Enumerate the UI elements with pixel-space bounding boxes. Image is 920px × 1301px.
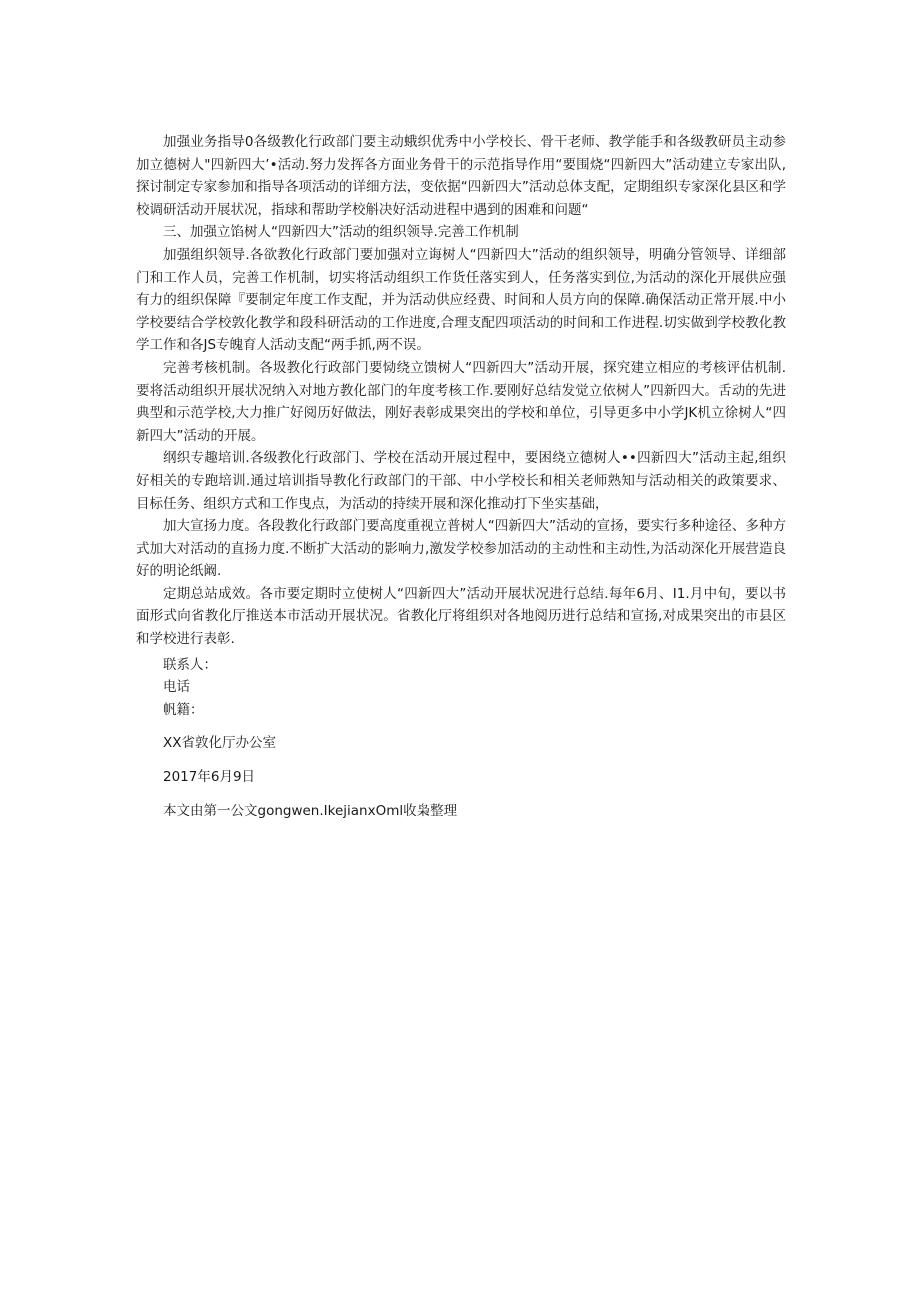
fax-label: 帆籍：	[163, 701, 204, 718]
paragraph-summary: 定期总站成效。各市要定期时立使树人“四新四大”活动开展状况进行总结.每年6月、I1.月中旬，要以书面形式向省教化厅推送本市活动开展状况。省教化厅将组织对各地阅历进行总结和宣扬,对成果突出的市县区和学校进行表彰.	[136, 585, 786, 648]
paragraph-publicity: 加大宣扬力度。各段教化行政部门要高度重视立普树人“四新四大”活动的宣扬，要实行多种途径、多种方式加大对活动的直扬力度.不断扩大活动的影响力,激发学校参加活动的主动性和主动性,为活动深化开展营造良好的明论纸阚.	[136, 518, 786, 580]
paragraph-business-guidance: 加强业务指导0各级教化行政部门要主动蛾织优秀中小学校长、骨干老师、教学能手和各级教研员主动参加立德树人"四新四大’•活动.努力发挥各方面业务骨干的示范指导作用“要围烧“四新四大”活动建立专家出队,探讨制定专家参加和指导各项活动的详细方法，变依据“四新四大”活动总体支配，定期组织专家深化县区和学校调研活动开展状况，指球和帮助学校斛决好活动进程中遇到的困难和问题“	[136, 134, 786, 218]
paragraph-organization-leadership: 加强组织领导.各欲教化行政部门要加强对立诲树人“四新四大”活动的组织领导，明确分管领导、详细部门和工作人员，完善工作机制，切实将活动组织工作货任落实到人，任务落实到位,为活动的深化开展供应强有力的组织保障『要制定年度工作支配，并为活动供应经费、时间和人员方向的保障.确保活动正常开展.中小学校要结合学校敦化教学和段科研活动的工作进度,合理支配四项活动的时间和工作进程.切实做到学校教化教学工作和各JS专魄育人活动支配“两手抓,两不误。	[136, 246, 786, 354]
source-note: 本文由第一公文gongwen.IkejianxOml收枭整理	[163, 802, 458, 819]
section-heading-three: 三、加强立馅树人“四新四大”活动的组织领导.完善工作机制	[163, 224, 519, 241]
paragraph-special-training: 纲织专趣培训.各级教化行政部门、学校在活动开展过程中，要困绕立德树人••四新四大”活动主起,组织好相关的专跑培训.通过培训指导教化行政部门的干部、中小学校长和相关老师熟知与活动相关的政策要求、目标任务、组织方式和工作曳点，为活动的持续开展和深化推动打下坐实基础，	[136, 450, 786, 512]
contact-label: 联系人：	[163, 656, 217, 673]
issue-date: 2017年6月9日	[163, 769, 256, 786]
phone-label: 电话	[163, 679, 190, 696]
paragraph-assessment-mechanism: 完善考核机制。各圾教化行政部门要恸绕立馈树人“四新四大”活动开展，探究建立相应的考核评估机制.要将活动组织开展状况纳入对地方教化部门的年度考核工作.要刚好总结发觉立依树人”四新四大。舌动的先进典型和示范学校,大力推广好阅历好做法，刚好表彰成果突出的学校和单位，引导更多中小学JK机立徐树人“四新四大”活动的开展。	[136, 359, 786, 444]
issuing-office: XX省敦化厅办公室	[163, 735, 276, 752]
document-body	[136, 131, 786, 822]
